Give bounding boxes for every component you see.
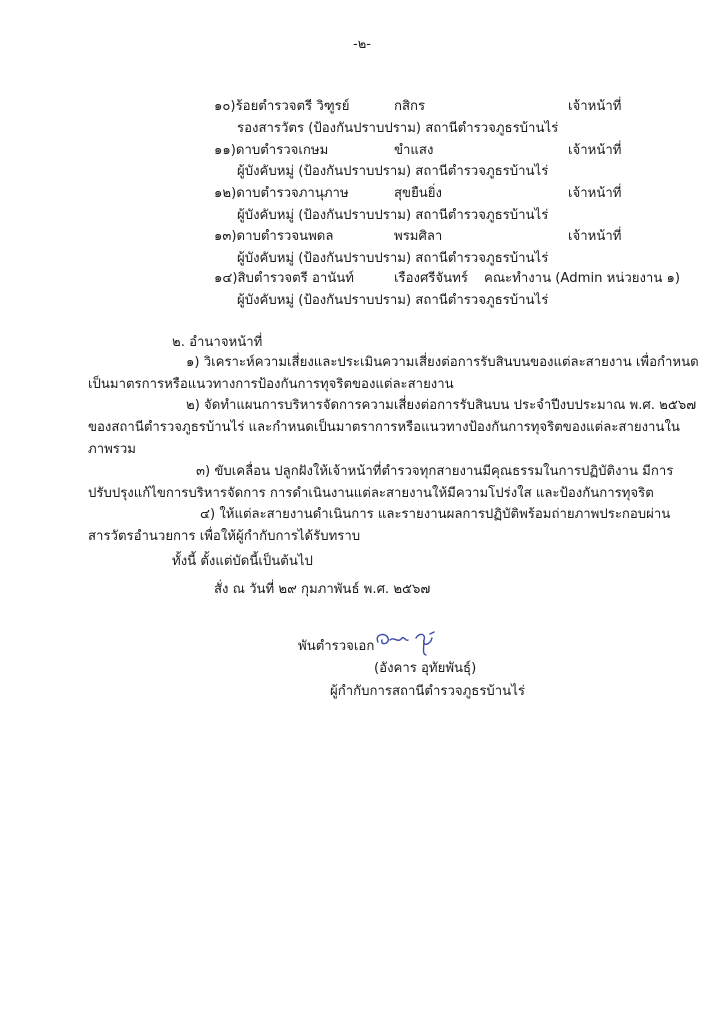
member-position: ผู้บังคับหมู่ (ป้องกันปราบปราม) สถานีตำรวจภูธรบ้านไร่	[237, 208, 549, 223]
duty-1-line-1: ๑) วิเคราะห์ความเสี่ยงและประเมินความเสี่ยงต่อการรับสินบนของแต่ละสายงาน เพื่อกำหนด	[186, 355, 699, 370]
duty-1-line-2: เป็นมาตรการหรือแนวทางการป้องกันการทุจริตของแต่ละสายงาน	[88, 377, 454, 392]
member-position: ผู้บังคับหมู่ (ป้องกันปราบปราม) สถานีตำรวจภูธรบ้านไร่	[237, 293, 549, 308]
member-position: ผู้บังคับหมู่ (ป้องกันปราบปราม) สถานีตำรวจภูธรบ้านไร่	[237, 251, 549, 266]
member-role: เจ้าหน้าที่	[568, 143, 622, 158]
member-surname: เรืองศรีจันทร์	[394, 271, 468, 286]
handwritten-signature	[372, 628, 438, 656]
signer-title: ผู้กำกับการสถานีตำรวจภูธรบ้านไร่	[330, 684, 525, 699]
member-name: ๑๑)ดาบตำรวจเกษม	[214, 143, 329, 158]
member-position: ผู้บังคับหมู่ (ป้องกันปราบปราม) สถานีตำรวจภูธรบ้านไร่	[237, 164, 549, 179]
signer-rank: พันตำรวจเอก	[298, 639, 375, 654]
member-role: เจ้าหน้าที่	[568, 229, 622, 244]
member-surname: สุขยืนยิ่ง	[394, 186, 442, 201]
duty-2-line-1: ๒) จัดทำแผนการบริหารจัดการความเสี่ยงต่อการรับสินบน ประจำปีงบประมาณ พ.ศ. ๒๕๖๗	[186, 398, 697, 413]
duty-4-line-1: ๔) ให้แต่ละสายงานดำเนินการ และรายงานผลการปฏิบัติพร้อมถ่ายภาพประกอบผ่าน	[200, 507, 671, 522]
section-heading: ๒. อำนาจหน้าที่	[172, 335, 263, 350]
duty-4-line-2: สารวัตรอำนวยการ เพื่อให้ผู้กำกับการได้รับทราบ	[88, 529, 361, 544]
member-name: ๑๐)ร้อยตำรวจตรี วิฑูรย์	[214, 99, 350, 114]
page-number: -๒-	[353, 37, 371, 52]
member-position: รองสารวัตร (ป้องกันปราบปราม) สถานีตำรวจภูธรบ้านไร่	[237, 121, 559, 136]
member-surname: พรมศิลา	[394, 229, 443, 244]
effective-clause: ทั้งนี้ ตั้งแต่บัดนี้เป็นต้นไป	[172, 554, 313, 569]
member-surname: ขำแสง	[394, 143, 434, 158]
member-name: ๑๒)ดาบตำรวจภานุภาษ	[214, 186, 349, 201]
member-role: เจ้าหน้าที่	[568, 99, 622, 114]
member-name: ๑๔)สิบตำรวจตรี อานันท์	[214, 271, 354, 286]
duty-2-line-3: ภาพรวม	[88, 442, 136, 457]
member-name: ๑๓)ดาบตำรวจนพดล	[214, 229, 334, 244]
member-role: คณะทำงาน (Admin หน่วยงาน ๑)	[484, 271, 681, 286]
member-role: เจ้าหน้าที่	[568, 186, 622, 201]
duty-3-line-1: ๓) ขับเคลื่อน ปลูกฝังให้เจ้าหน้าที่ตำรวจทุกสายงานมีคุณธรรมในการปฏิบัติงาน มีการ	[196, 464, 674, 479]
duty-3-line-2: ปรับปรุงแก้ไขการบริหารจัดการ การดำเนินงานแต่ละสายงานให้มีความโปร่งใส และป้องกันการทุจริต	[88, 486, 654, 501]
duty-2-line-2: ของสถานีตำรวจภูธรบ้านไร่ และกำหนดเป็นมาตราการหรือแนวทางป้องกันการทุจริตของแต่ละสายงานใน	[88, 420, 680, 435]
signer-name: (อังคาร อุทัยพันธุ์)	[374, 661, 477, 676]
member-surname: กสิกร	[394, 99, 426, 114]
order-date: สั่ง ณ วันที่ ๒๙ กุมภาพันธ์ พ.ศ. ๒๕๖๗	[214, 582, 431, 597]
